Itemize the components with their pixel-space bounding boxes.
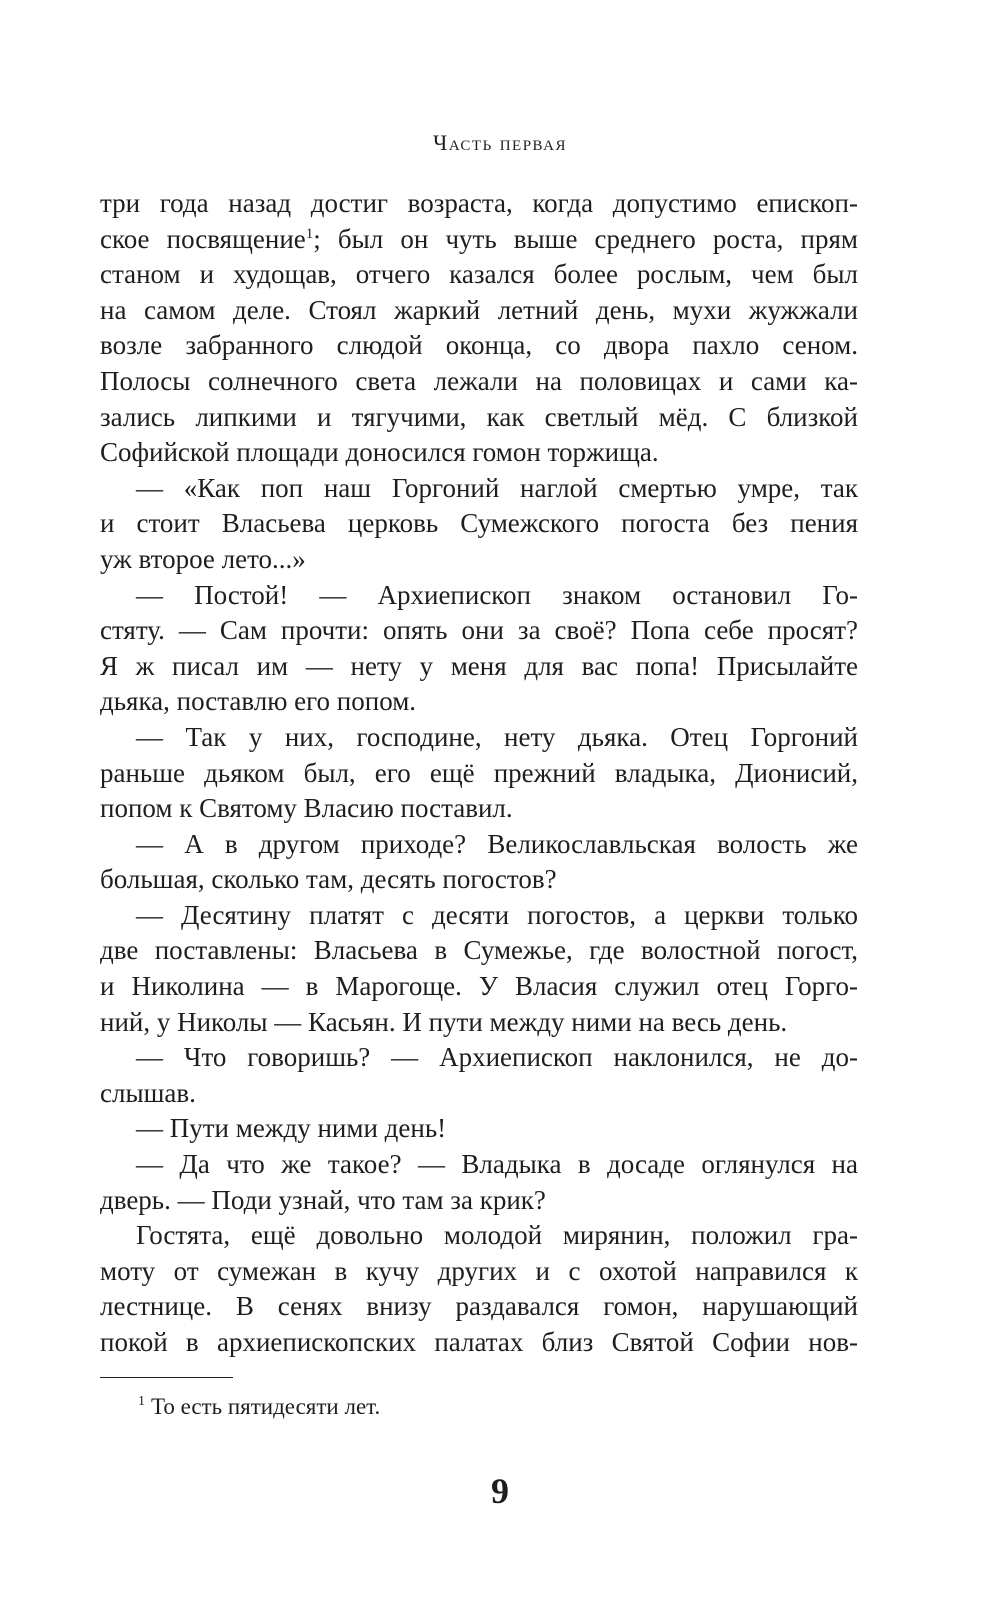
footnote-number: 1: [138, 1394, 145, 1409]
text-line: [100, 1111, 858, 1147]
text-line: [100, 720, 858, 756]
text-line-content: большая, сколько там, десять погостов?: [100, 864, 557, 895]
text-line-content: Я ж писал им — нету у меня для вас попа! Присылайте: [100, 650, 858, 681]
text-line-content: — Да что же такое? — Владыка в досаде оглянулся на: [136, 1149, 858, 1180]
text-line-content: раньше дьяком был, его ещё прежний владыка, Дионисий,: [100, 757, 858, 788]
text-line-content: слышав.: [100, 1077, 196, 1108]
text-line: [100, 435, 858, 471]
text-line-content: Полосы солнечного света лежали на половицах и сами ка-: [100, 365, 858, 396]
text-line-content: станом и худощав, отчего казался более рослым, чем был: [100, 259, 858, 290]
text-line-content: и Николина — в Марогоще. У Власия служил отец Горго-: [100, 971, 858, 1002]
text-line-content: ний, у Николы — Касьян. И пути между ними на весь день.: [100, 1006, 788, 1037]
page-number: 9: [491, 1471, 509, 1511]
text-line: [100, 756, 858, 792]
text-line: [100, 1183, 858, 1219]
text-line-content: — Десятину платят с десяти погостов, а церкви только: [136, 899, 858, 930]
text-line: [100, 613, 858, 649]
footnote-text: То есть пятидесяти лет.: [151, 1394, 381, 1419]
text-line-content: — «Как поп наш Горгоний наглой смертью умре, так: [136, 472, 858, 503]
text-line-content: три года назад достиг возраста, когда допустимо епископ-: [100, 188, 858, 218]
text-line: [100, 827, 858, 863]
running-head: Часть первая: [433, 130, 567, 155]
text-line: [100, 364, 858, 400]
text-line-content: Софийской площади доносился гомон торжища.: [100, 437, 659, 468]
footnote-reference: 1: [305, 225, 314, 242]
text-line: [100, 649, 858, 685]
text-line-content: две поставлены: Власьева в Сумежье, где волостной погост,: [100, 935, 858, 966]
text-line-content: — Что говоришь? — Архиепископ наклонился, не до-: [136, 1042, 858, 1073]
text-line: [100, 506, 858, 542]
body-text: [100, 186, 858, 1361]
text-line-content: уж второе лето...»: [100, 543, 306, 574]
text-line-content: лестнице. В сенях внизу раздавался гомон, нарушающий: [100, 1291, 858, 1322]
text-line: [100, 1289, 858, 1325]
text-line: [100, 1218, 858, 1254]
text-line: [100, 400, 858, 436]
text-line: [100, 578, 858, 614]
text-line: [100, 1076, 858, 1112]
text-line: [100, 186, 858, 222]
text-line: [100, 328, 858, 364]
text-line: [100, 933, 858, 969]
text-line: [100, 969, 858, 1005]
text-line: [100, 862, 858, 898]
text-line: [100, 257, 858, 293]
text-line-content: возле забранного слюдой оконца, со двора пахло сеном.: [100, 330, 858, 361]
text-line-content: — Постой! — Архиепископ знаком остановил Го-: [136, 579, 858, 610]
text-line: [100, 684, 858, 720]
text-line-content: моту от сумежан в кучу других и с охотой направился к: [100, 1255, 858, 1286]
text-line: [100, 791, 858, 827]
text-line: [100, 1325, 858, 1361]
text-line: [100, 898, 858, 934]
text-line-content: стяту. — Сам прочти: опять они за своё? Попа себе просят?: [100, 615, 858, 646]
text-line: [100, 1254, 858, 1290]
text-line: [100, 471, 858, 507]
text-line-content: покой в архиепископских палатах близ Святой Софии нов-: [100, 1327, 858, 1357]
footnote-divider: [100, 1377, 233, 1378]
text-line-content: зались липкими и тягучими, как светлый мёд. С близкой: [100, 401, 858, 432]
text-line-content: — Пути между ними день!: [136, 1113, 447, 1144]
text-line: [100, 222, 858, 258]
text-line: [100, 542, 858, 578]
text-line-content: дверь. — Поди узнай, что там за крик?: [100, 1184, 546, 1215]
text-line: [100, 1147, 858, 1183]
text-line-content: попом к Святому Власию поставил.: [100, 793, 513, 824]
text-line: [100, 293, 858, 329]
text-line-content: на самом деле. Стоял жаркий летний день, мухи жужжали: [100, 294, 858, 325]
text-line-continuation: ; был он чуть выше среднего роста, прям: [313, 223, 858, 254]
text-line-content: Гостята, ещё довольно молодой мирянин, положил гра-: [136, 1220, 858, 1251]
text-line-content: и стоит Власьева церковь Сумежского погоста без пения: [100, 508, 858, 539]
text-line-content: — Так у них, господине, нету дьяка. Отец Горгоний: [136, 721, 858, 752]
text-line: [100, 1005, 858, 1041]
footnote: [138, 1392, 380, 1422]
text-line-content: дьяка, поставлю его попом.: [100, 686, 417, 717]
text-line-content: — А в другом приходе? Великославльская волость же: [136, 828, 858, 859]
text-line: [100, 1040, 858, 1076]
text-line-content: ское посвящение: [100, 223, 306, 254]
